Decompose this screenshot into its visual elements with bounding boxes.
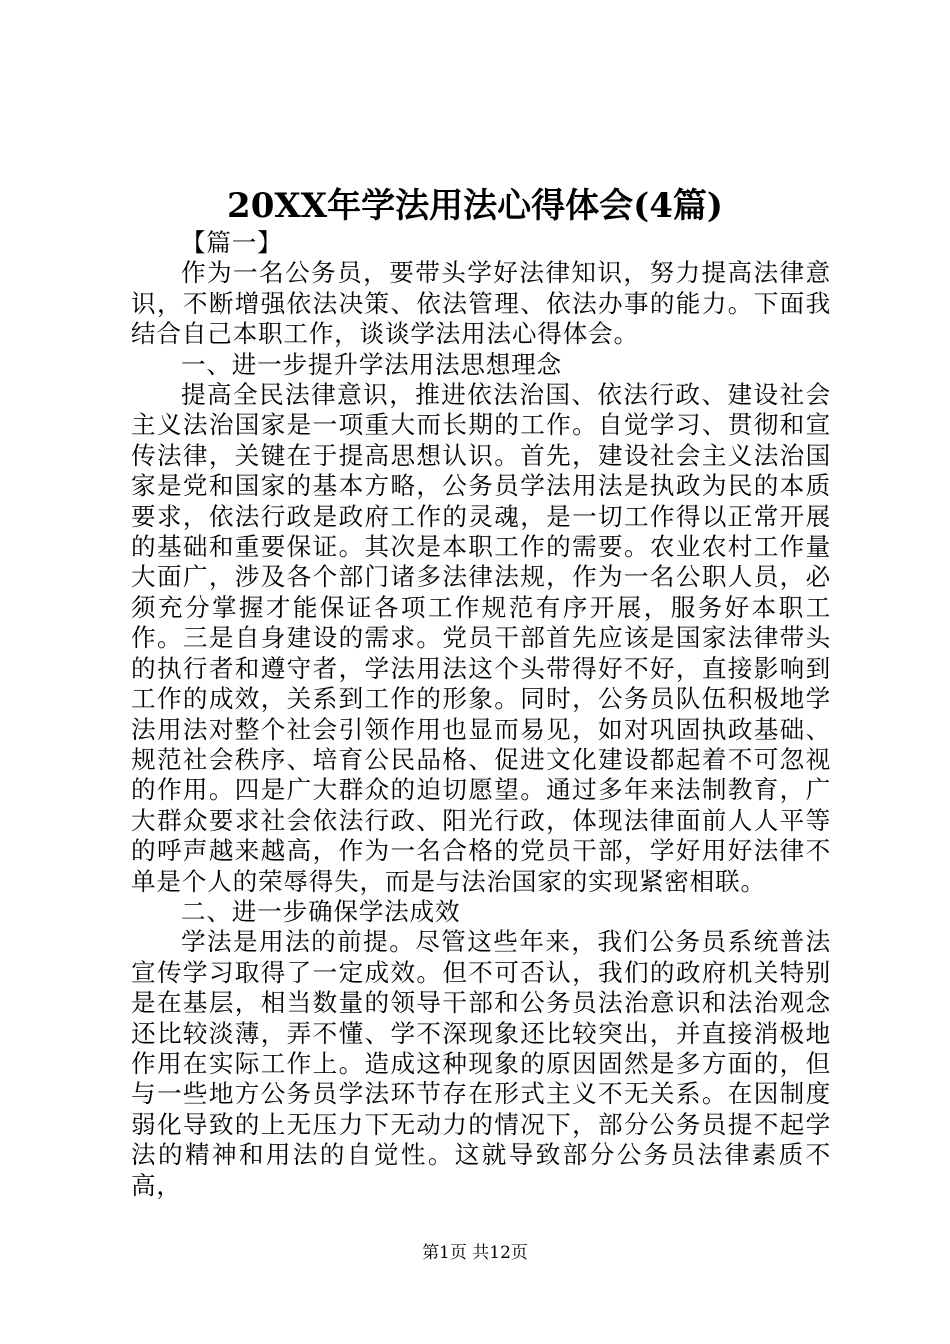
document-title: 20XX年学法用法心得体会(4篇) [227,186,723,226]
page-footer: 第1页 共12页 [422,1243,528,1263]
section-heading-part-one: 【篇一】 [181,228,283,257]
section-heading-one: 一、进一步提升学法用法思想理念 [181,349,562,379]
body-paragraph-one: 提高全民法律意识，推进依法治国、依法行政、建设社会主义法治国家是一项重大而长期的工作。自觉学习、贯彻和宣传法律，关键在于提高思想认识。首先，建设社会主义法治国家是党和国家的基本方略，公务员学法用法是执政为民的本质要求，依法行政是政府工作的灵魂，是一切工作得以正常开展的基础和重要保证。其次是本职工作的需要。农业农村工作量大面广，涉及各个部门诸多法律法规，作为一名公职人员，必须充分掌握才能保证各项工作规范有序开展，服务好本职工作。三是自身建设的需求。党员干部首先应该是国家法律带头的执行者和遵守者，学法用法这个头带得好不好，直接影响到工作的成效，关系到工作的形象。同时，公务员队伍积极地学法用法对整个社会引领作用也显而易见，如对巩固执政基础、规范社会秩序、培育公民品格、促进文化建设都起着不可忽视的作用。四是广大群众的迫切愿望。通过多年来法制教育，广大群众要求社会依法行政、阳光行政，体现法律面前人人平等的呼声越来越高，作为一名合格的党员干部，学好用好法律不单是个人的荣辱得失，而是与法治国家的实现紧密相联。 [131,380,831,896]
body-paragraph-two: 学法是用法的前提。尽管这些年来，我们公务员系统普法宣传学习取得了一定成效。但不可否认，我们的政府机关特别是在基层，相当数量的领导干部和公务员法治意识和法治观念还比较淡薄，弄不懂、学不深现象还比较突出，并直接消极地作用在实际工作上。造成这种现象的原因固然是多方面的，但与一些地方公务员学法环节存在形式主义不无关系。在因制度弱化导致的上无压力下无动力的情况下，部分公务员提不起学法的精神和用法的自觉性。这就导致部分公务员法律素质不高， [131,927,831,1200]
section-heading-two: 二、进一步确保学法成效 [181,896,461,926]
document-body [131,228,831,1201]
intro-paragraph: 作为一名公务员，要带头学好法律知识，努力提高法律意识，不断增强依法决策、依法管理、依法办事的能力。下面我结合自己本职工作，谈谈学法用法心得体会。 [131,258,831,349]
